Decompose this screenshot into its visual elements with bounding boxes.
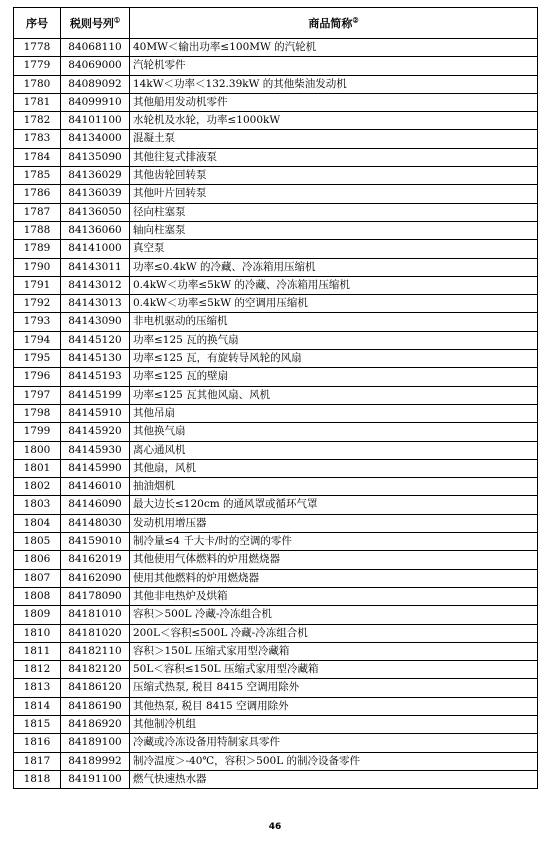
product-name-cell: 径向柱塞泵 (130, 203, 538, 221)
tariff-table (13, 7, 538, 789)
serial-number-cell: 1804 (14, 514, 61, 532)
table-row (14, 606, 538, 624)
serial-number-cell: 1785 (14, 167, 61, 185)
table-row (14, 697, 538, 715)
table-row (14, 112, 538, 130)
tariff-code-cell: 84145920 (61, 423, 130, 441)
table-row (14, 404, 538, 422)
tariff-code-cell: 84136029 (61, 167, 130, 185)
tariff-code-cell: 84136060 (61, 221, 130, 239)
header-tariff-code: 税则号列① (61, 8, 130, 39)
table-row (14, 715, 538, 733)
serial-number-cell: 1784 (14, 148, 61, 166)
tariff-code-cell: 84178090 (61, 587, 130, 605)
product-name-cell: 燃气快速热水器 (130, 770, 538, 788)
product-name-cell: 非电机驱动的压缩机 (130, 313, 538, 331)
table-row (14, 569, 538, 587)
tariff-code-cell: 84181020 (61, 624, 130, 642)
product-name-cell: 混凝土泵 (130, 130, 538, 148)
tariff-code-cell: 84143090 (61, 313, 130, 331)
serial-number-cell: 1815 (14, 715, 61, 733)
serial-number-cell: 1791 (14, 276, 61, 294)
tariff-code-cell: 84145199 (61, 386, 130, 404)
table-row (14, 661, 538, 679)
product-name-cell: 200L＜容积≤500L 冷藏-冷冻组合机 (130, 624, 538, 642)
serial-number-cell: 1807 (14, 569, 61, 587)
product-name-cell: 使用其他燃料的炉用燃烧器 (130, 569, 538, 587)
product-name-cell: 其他非电热炉及烘箱 (130, 587, 538, 605)
serial-number-cell: 1788 (14, 221, 61, 239)
product-name-cell: 汽轮机零件 (130, 57, 538, 75)
tariff-code-cell: 84191100 (61, 770, 130, 788)
product-name-cell: 其他热泵, 税目 8415 空调用除外 (130, 697, 538, 715)
table-row (14, 734, 538, 752)
serial-number-cell: 1806 (14, 551, 61, 569)
serial-number-cell: 1797 (14, 386, 61, 404)
tariff-code-cell: 84145910 (61, 404, 130, 422)
product-name-cell: 其他往复式排液泵 (130, 148, 538, 166)
tariff-code-cell: 84134000 (61, 130, 130, 148)
tariff-code-cell: 84101100 (61, 112, 130, 130)
product-name-cell: 其他吊扇 (130, 404, 538, 422)
serial-number-cell: 1800 (14, 441, 61, 459)
footnote-marker-1: ① (113, 15, 121, 25)
table-row (14, 441, 538, 459)
table-row (14, 587, 538, 605)
serial-number-cell: 1817 (14, 752, 61, 770)
product-name-cell: 其他换气扇 (130, 423, 538, 441)
tariff-code-cell: 84089092 (61, 75, 130, 93)
serial-number-cell: 1803 (14, 496, 61, 514)
table-row (14, 130, 538, 148)
serial-number-cell: 1786 (14, 185, 61, 203)
table-row (14, 533, 538, 551)
tariff-code-cell: 84186120 (61, 679, 130, 697)
serial-number-cell: 1805 (14, 533, 61, 551)
tariff-code-cell: 84146090 (61, 496, 130, 514)
product-name-cell: 功率≤0.4kW 的冷藏、冷冻箱用压缩机 (130, 258, 538, 276)
serial-number-cell: 1778 (14, 39, 61, 57)
tariff-code-cell: 84143011 (61, 258, 130, 276)
serial-number-cell: 1809 (14, 606, 61, 624)
table-row (14, 496, 538, 514)
tariff-code-cell: 84162090 (61, 569, 130, 587)
product-name-cell: 其他扇，风机 (130, 459, 538, 477)
tariff-code-cell: 84145193 (61, 368, 130, 386)
product-name-cell: 50L＜容积≤150L 压缩式家用型冷藏箱 (130, 661, 538, 679)
product-name-cell: 离心通风机 (130, 441, 538, 459)
product-name-cell: 真空泵 (130, 240, 538, 258)
product-name-cell: 其他使用气体燃料的炉用燃烧器 (130, 551, 538, 569)
tariff-code-cell: 84145990 (61, 459, 130, 477)
table-row (14, 679, 538, 697)
product-name-cell: 压缩式热泵, 税目 8415 空调用除外 (130, 679, 538, 697)
table-row (14, 752, 538, 770)
table-row (14, 770, 538, 788)
table-row (14, 185, 538, 203)
tariff-code-cell: 84162019 (61, 551, 130, 569)
serial-number-cell: 1782 (14, 112, 61, 130)
table-row (14, 203, 538, 221)
serial-number-cell: 1816 (14, 734, 61, 752)
tariff-code-cell: 84145130 (61, 350, 130, 368)
header-product-name: 商品简称② (130, 8, 538, 39)
tariff-code-cell: 84186920 (61, 715, 130, 733)
table-row (14, 57, 538, 75)
product-name-cell: 功率≤125 瓦的壁扇 (130, 368, 538, 386)
serial-number-cell: 1811 (14, 642, 61, 660)
table-row (14, 423, 538, 441)
serial-number-cell: 1793 (14, 313, 61, 331)
serial-number-cell: 1810 (14, 624, 61, 642)
serial-number-cell: 1796 (14, 368, 61, 386)
product-name-cell: 制冷量≤4 千大卡/时的空调的零件 (130, 533, 538, 551)
tariff-code-cell: 84141000 (61, 240, 130, 258)
product-name-cell: 最大边长≤120cm 的通风罩或循环气罩 (130, 496, 538, 514)
serial-number-cell: 1813 (14, 679, 61, 697)
table-row (14, 148, 538, 166)
product-name-cell: 其他叶片回转泵 (130, 185, 538, 203)
footnote-marker-2: ② (352, 15, 359, 25)
table-row (14, 75, 538, 93)
tariff-code-cell: 84135090 (61, 148, 130, 166)
table-row (14, 39, 538, 57)
product-name-cell: 0.4kW＜功率≤5kW 的空调用压缩机 (130, 295, 538, 313)
table-row (14, 478, 538, 496)
tariff-code-cell: 84145930 (61, 441, 130, 459)
serial-number-cell: 1780 (14, 75, 61, 93)
serial-number-cell: 1790 (14, 258, 61, 276)
table-row (14, 368, 538, 386)
serial-number-cell: 1802 (14, 478, 61, 496)
table-row (14, 313, 538, 331)
table-header-row (14, 8, 538, 39)
product-name-cell: 0.4kW＜功率≤5kW 的冷藏、冷冻箱用压缩机 (130, 276, 538, 294)
product-name-cell: 40MW＜输出功率≤100MW 的汽轮机 (130, 39, 538, 57)
tariff-code-cell: 84143013 (61, 295, 130, 313)
serial-number-cell: 1818 (14, 770, 61, 788)
product-name-cell: 抽油烟机 (130, 478, 538, 496)
table-row (14, 221, 538, 239)
product-name-cell: 功率≤125 瓦的换气扇 (130, 331, 538, 349)
tariff-code-cell: 84068110 (61, 39, 130, 57)
table-row (14, 624, 538, 642)
tariff-code-cell: 84069000 (61, 57, 130, 75)
serial-number-cell: 1787 (14, 203, 61, 221)
table-row (14, 93, 538, 111)
table-row (14, 386, 538, 404)
serial-number-cell: 1792 (14, 295, 61, 313)
serial-number-cell: 1783 (14, 130, 61, 148)
serial-number-cell: 1814 (14, 697, 61, 715)
table-row (14, 514, 538, 532)
tariff-code-cell: 84145120 (61, 331, 130, 349)
table-row (14, 642, 538, 660)
serial-number-cell: 1798 (14, 404, 61, 422)
table-row (14, 551, 538, 569)
serial-number-cell: 1795 (14, 350, 61, 368)
table-row (14, 350, 538, 368)
table-row (14, 240, 538, 258)
header-serial-number: 序号 (14, 8, 61, 39)
tariff-code-cell: 84189992 (61, 752, 130, 770)
serial-number-cell: 1781 (14, 93, 61, 111)
tariff-code-cell: 84186190 (61, 697, 130, 715)
serial-number-cell: 1808 (14, 587, 61, 605)
serial-number-cell: 1799 (14, 423, 61, 441)
serial-number-cell: 1779 (14, 57, 61, 75)
product-name-cell: 其他船用发动机零件 (130, 93, 538, 111)
product-name-cell: 容积＞500L 冷藏-冷冻组合机 (130, 606, 538, 624)
product-name-cell: 冷藏或冷冻设备用特制家具零件 (130, 734, 538, 752)
tariff-code-cell: 84143012 (61, 276, 130, 294)
tariff-code-cell: 84182120 (61, 661, 130, 679)
serial-number-cell: 1794 (14, 331, 61, 349)
product-name-cell: 水轮机及水轮，功率≤1000kW (130, 112, 538, 130)
product-name-cell: 功率≤125 瓦，有旋转导风轮的风扇 (130, 350, 538, 368)
page-number: 46 (268, 822, 282, 832)
tariff-code-cell: 84182110 (61, 642, 130, 660)
product-name-cell: 容积＞150L 压缩式家用型冷藏箱 (130, 642, 538, 660)
product-name-cell: 功率≤125 瓦其他风扇、风机 (130, 386, 538, 404)
product-name-cell: 14kW＜功率＜132.39kW 的其他柴油发动机 (130, 75, 538, 93)
serial-number-cell: 1801 (14, 459, 61, 477)
tariff-code-cell: 84136050 (61, 203, 130, 221)
product-name-cell: 其他齿轮回转泵 (130, 167, 538, 185)
serial-number-cell: 1812 (14, 661, 61, 679)
table-row (14, 258, 538, 276)
product-name-cell: 制冷温度＞-40℃，容积＞500L 的制冷设备零件 (130, 752, 538, 770)
tariff-code-cell: 84189100 (61, 734, 130, 752)
tariff-code-cell: 84136039 (61, 185, 130, 203)
table-body (14, 39, 538, 789)
serial-number-cell: 1789 (14, 240, 61, 258)
tariff-code-cell: 84099910 (61, 93, 130, 111)
product-name-cell: 轴向柱塞泵 (130, 221, 538, 239)
tariff-code-cell: 84146010 (61, 478, 130, 496)
table-row (14, 295, 538, 313)
product-name-cell: 发动机用增压器 (130, 514, 538, 532)
tariff-code-cell: 84181010 (61, 606, 130, 624)
tariff-code-cell: 84159010 (61, 533, 130, 551)
table-row (14, 331, 538, 349)
table-row (14, 167, 538, 185)
product-name-cell: 其他制冷机组 (130, 715, 538, 733)
tariff-code-cell: 84148030 (61, 514, 130, 532)
table-row (14, 276, 538, 294)
table-row (14, 459, 538, 477)
